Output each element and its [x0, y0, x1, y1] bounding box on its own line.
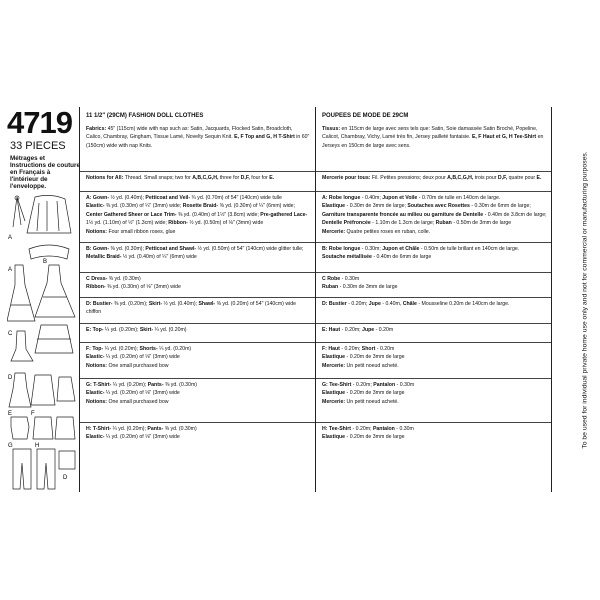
yardage-line [80, 194, 315, 202]
item-text: - 0.20m; [346, 301, 369, 307]
item-label: Petticoat and Shawl- [145, 246, 197, 252]
column-divider [551, 107, 552, 492]
french-column [316, 107, 551, 492]
yardage-section [316, 171, 551, 191]
english-header: 11 1/2" (29CM) FASHION DOLL CLOTHES [86, 113, 204, 119]
item-text: - 0.20m; [340, 327, 363, 333]
item-text: ¼ yd. (0.20m); [103, 327, 140, 333]
yardage-section [80, 171, 315, 191]
item-label: F: Haut [322, 346, 340, 352]
item-label: Dentelle Préfroncée [322, 220, 371, 227]
yardage-line [80, 245, 315, 253]
item-label: Tissus: [322, 126, 342, 132]
yardage-section [316, 242, 551, 272]
item-label: Shawl- [198, 301, 216, 307]
item-text: ½ yd. (0.40m); [109, 195, 146, 201]
french-instructions-note: Métrages et Instructions de couture en Français à l'intérieur de l'enveloppe. [10, 155, 80, 190]
english-column [80, 107, 315, 492]
yardage-line [80, 389, 315, 397]
top-sketches [11, 417, 75, 439]
item-text: - 0.40m; [360, 195, 383, 201]
dress-c-sketch [11, 331, 33, 361]
gown-b-sketch [35, 265, 75, 317]
item-label: H: T-Shirt- [86, 426, 112, 432]
yardage-section [316, 297, 551, 323]
yardage-section [80, 422, 315, 492]
pattern-sheet [7, 107, 573, 492]
item-text: ⅜ yd. (0.20m); [112, 301, 149, 307]
item-label: F: Top- [86, 346, 104, 352]
yardage-table [79, 107, 576, 492]
garment-sketches-svg [7, 193, 79, 490]
yardage-section [80, 342, 315, 378]
item-label: Pants- [147, 426, 164, 432]
item-label: B: Gown- [86, 246, 110, 252]
yardage-line [80, 283, 315, 291]
item-label: E: Top- [86, 327, 104, 333]
item-text: - 0.40m de 6mm de large [371, 254, 432, 261]
item-label: Mercerie pour tous: [322, 175, 372, 181]
item-label: Pantalon [372, 426, 395, 432]
item-text: ⅜ yd. (0.30m) of ¼" (6mm) wide; [218, 203, 295, 210]
yardage-line [80, 253, 315, 261]
item-label: H: Tee-Shirt [322, 426, 352, 432]
item-text: trois pour [473, 175, 498, 181]
item-label: Pre-gathered Lace- [260, 211, 308, 218]
item-label: Rosette Braid- [182, 203, 219, 210]
yardage-line [80, 353, 315, 361]
yardage-line [80, 362, 315, 370]
item-label: Elastique [322, 434, 346, 441]
item-text: One small purchased bow [108, 398, 169, 405]
item-text: Jerseys en 150cm de large avec sens. [322, 142, 411, 149]
item-text: Calicot, Chambray, Vichy, Lamé très fin, Jersey pailleté fantaisie. [322, 134, 472, 141]
item-label: E: Haut [322, 327, 341, 333]
yardage-line [80, 381, 315, 389]
item-text: - Mousseline 0.20m de 140cm de large. [416, 301, 510, 307]
item-label: A: Gown- [86, 195, 110, 201]
yardage-section [80, 378, 315, 422]
yardage-section [80, 242, 315, 272]
item-label: Fabrics: [86, 126, 108, 132]
item-text: ⅜ yd. (0.30m) [107, 276, 141, 282]
pattern-number: 4719 [7, 105, 72, 140]
item-text: ½ yd. (0.50m) of ⅛" (3mm) wide [187, 220, 264, 227]
item-text: (150cm) wide with nap Knits. [86, 142, 153, 149]
yardage-line [316, 425, 551, 433]
item-label: Notions: [86, 362, 109, 369]
item-label: Garniture transparente froncée au milieu ou garniture de Dentelle [322, 211, 484, 218]
yardage-line [80, 228, 315, 236]
item-label: Notions: [86, 398, 109, 405]
yardage-line [80, 219, 315, 227]
yardage-line [316, 398, 551, 406]
item-label: Ruban [322, 284, 339, 291]
item-text: ¼ yd. (0.20m) of ⅛" (3mm) wide [104, 434, 180, 441]
yardage-section [316, 378, 551, 422]
item-label: Notions: [86, 228, 109, 235]
item-label: G: Tee-Shirt [322, 382, 352, 388]
yardage-line [80, 202, 315, 210]
item-label: Mercerie: [322, 228, 347, 235]
item-label: D,F, [240, 175, 250, 181]
item-text: quatre pour [507, 175, 537, 181]
item-label: Mercerie: [322, 398, 347, 405]
yardage-section [80, 191, 315, 242]
item-text: en [536, 134, 544, 141]
item-label: Mercerie: [322, 362, 347, 369]
item-label: Elastic- [86, 390, 105, 397]
item-text: Fil. Petites pressions; deux pour [371, 175, 448, 181]
yardage-line [316, 283, 551, 291]
item-text: ⅜ yd. (0.30m) of ¼" (3mm) wide; [104, 203, 183, 210]
yardage-line [316, 125, 551, 133]
yardage-line [316, 219, 551, 227]
item-text: Quatre petites roses en ruban, colle. [346, 228, 431, 235]
yardage-section [316, 422, 551, 492]
yardage-line [80, 133, 315, 141]
item-text: ⅜ yd. (0.30m); [109, 246, 146, 252]
item-text: ¼ yd. (0.20m) [153, 327, 187, 333]
item-text: ¼ yd. (0.20m); [111, 382, 148, 388]
french-header: POUPEES DE MODE DE 29CM [322, 113, 409, 119]
item-text: - 0.30m; [360, 246, 383, 252]
item-label: C Dress- [86, 276, 108, 282]
yardage-section [80, 272, 315, 297]
item-label: Skirt- [139, 327, 154, 333]
item-text: - 0.20m [375, 346, 395, 352]
yardage-section [316, 342, 551, 378]
yardage-line [80, 125, 315, 133]
view-letter: F [31, 411, 35, 417]
yardage-section [316, 272, 551, 297]
item-text: - 0.20m de 3mm de large [345, 390, 405, 397]
item-text: three for [218, 175, 241, 181]
view-letter: A [8, 235, 13, 241]
gown-a-sketch [7, 265, 35, 321]
item-label: Short [361, 346, 376, 352]
yardage-line [316, 142, 551, 150]
item-text: four for [249, 175, 270, 181]
item-label: Jupon et Châle [382, 246, 420, 252]
item-text: - 0.20m; [351, 426, 373, 432]
yardage-line [80, 174, 315, 182]
item-label: Ribbon- [86, 284, 106, 291]
item-text: ½ yd. (0.50m) of 54" (140cm) wide glitter tulle; [196, 246, 304, 252]
item-text: Thread. Small snaps; two for [124, 175, 193, 181]
item-text: - 0.70m de tulle en 140cm de large. [417, 195, 501, 201]
yardage-section [80, 323, 315, 342]
yardage-line [316, 381, 551, 389]
item-text: - 0.30m [394, 426, 414, 432]
yardage-section [80, 123, 315, 171]
outfit-d-sketch [9, 373, 75, 407]
item-label: Elastic- [86, 354, 105, 361]
item-label: Elastic- [86, 434, 105, 441]
yardage-line [316, 433, 551, 441]
item-label: D,F, [497, 175, 508, 181]
item-text: ¼ yd. (0.20m) of ⅛" (3mm) wide [104, 390, 180, 397]
yardage-line [316, 202, 551, 210]
pants-sketches [13, 449, 75, 489]
piece-count: 33 PIECES [10, 140, 66, 152]
item-text: - 0.20m de 3mm de large [345, 354, 405, 361]
view-letter: B [43, 259, 48, 265]
item-label: Pantalon [373, 382, 396, 388]
item-label: Elastique [322, 390, 346, 397]
yardage-line [316, 389, 551, 397]
yardage-line [316, 174, 551, 182]
item-text: ⅜ yd. (0.30m) [163, 382, 197, 388]
item-text: ⅜ yd. (0.30m) [163, 426, 197, 432]
veil-sketch [13, 196, 25, 227]
item-text: chiffon [86, 309, 102, 316]
item-text: ¼ yd. (0.20m) [157, 346, 192, 352]
item-text: ½ yd. (0.40m); [162, 301, 199, 307]
yardage-section [316, 123, 551, 171]
item-label: C Robe [322, 276, 341, 282]
yardage-section [80, 297, 315, 323]
item-text: - 0.20m [374, 327, 394, 333]
item-label: Petticoat and Veil- [145, 195, 191, 201]
item-text: - 0.20m; [339, 346, 362, 352]
yardage-line [316, 194, 551, 202]
item-text: ½ yd. (0.40m) of ¼" (6mm) wide [121, 254, 197, 261]
item-text: - 0.30m de 6mm de large; [469, 203, 531, 210]
usage-disclaimer [574, 107, 596, 492]
yardage-line [80, 345, 315, 353]
item-label: Elastic- [86, 203, 105, 210]
yardage-line [316, 362, 551, 370]
item-text: - 0.50m de 3mm de large [451, 220, 512, 227]
yardage-line [80, 300, 315, 308]
yardage-line [316, 228, 551, 236]
item-label: Elastique [322, 354, 346, 361]
petticoat-sketch [35, 325, 73, 353]
item-text: 45" (115cm) wide with nap such as: Satin, Jacquards, Flocked Satin, Broadcloth, [107, 126, 293, 132]
item-label: Center Gathered Sheer or Lace Trim- [86, 211, 177, 218]
item-label: A,B,C,G,H, [447, 175, 474, 181]
item-text: ⅜ yd. (0.30m) of ⅛" (3mm) wide [105, 284, 181, 291]
yardage-line [316, 245, 551, 253]
yardage-line [80, 211, 315, 219]
shawl-sketch [29, 245, 69, 259]
view-letter: D [8, 375, 13, 381]
view-letter: C [8, 331, 13, 337]
item-text: - 0.30m [340, 276, 360, 282]
item-text: - 0.40m de 3.8cm de large; [483, 211, 547, 218]
item-text: - 0.20m; [351, 382, 374, 388]
item-text: One small purchased bow [108, 362, 169, 369]
item-label: Jupon et Voile [382, 195, 418, 201]
yardage-line [316, 275, 551, 283]
item-label: D: Bustier- [86, 301, 113, 307]
yardage-line [80, 326, 315, 334]
pattern-info-panel [7, 107, 79, 492]
item-text: in 60" [294, 134, 310, 141]
item-label: Pants- [147, 382, 164, 388]
item-label: E, F Haut et G, H Tee-Shirt [471, 134, 537, 141]
item-text: ⅜ yd. (0.20m) of 54" (140cm) wide [215, 301, 296, 307]
garment-illustrations [7, 193, 79, 490]
item-label: Soutache métallisée [322, 254, 372, 261]
item-label: E, F Top and G, H T-Shirt [234, 134, 295, 141]
item-text: ¼ yd. (0.20m); [103, 346, 140, 352]
item-label: G: T-Shirt- [86, 382, 112, 388]
item-label: D: Bustier [322, 301, 347, 307]
item-label: Soutaches avec Rosettes [407, 203, 470, 210]
view-letter: D [63, 475, 68, 481]
yardage-line [80, 142, 315, 150]
item-label: Ruban [435, 220, 452, 227]
item-text: Un petit noeud acheté. [346, 398, 399, 405]
item-label: Metallic Braid- [86, 254, 122, 261]
item-text: ¼ yd. (0.20m) of ⅛" (3mm) wide [104, 354, 180, 361]
headpiece-sketch [27, 195, 71, 233]
yardage-line [80, 398, 315, 406]
yardage-line [316, 353, 551, 361]
item-text: Four small ribbon roses, glue [108, 228, 176, 235]
yardage-line [316, 345, 551, 353]
item-text: ¾ yd. (0.70m) of 54" (140cm) wide tulle [190, 195, 282, 201]
item-label: E. [536, 175, 542, 181]
view-letter: H [35, 443, 40, 449]
item-text: Un petit noeud acheté. [346, 362, 399, 369]
item-label: A: Robe longue [322, 195, 361, 201]
item-text: - 0.50m de tulle brillant en 140cm de large. [419, 246, 520, 252]
item-text: en 115cm de large avec sens tels que: Satin, Soie damassée Satin Broché, Popeline, [341, 126, 538, 132]
yardage-section [316, 191, 551, 242]
yardage-line [316, 211, 551, 219]
item-label: Ribbon- [168, 220, 188, 227]
item-label: E. [269, 175, 275, 181]
yardage-line [316, 253, 551, 261]
item-label: B: Robe longue [322, 246, 361, 252]
item-text: ⅜ yd. (0.40m) of 1½" (3.8cm) wide; [176, 211, 261, 218]
yardage-line [80, 433, 315, 441]
yardage-section [316, 323, 551, 342]
yardage-line [80, 275, 315, 283]
item-label: Châle [402, 301, 417, 307]
yardage-line [316, 300, 551, 308]
item-text: - 0.30m [395, 382, 415, 388]
item-label: Jupe [362, 327, 375, 333]
item-label: Shorts- [139, 346, 158, 352]
item-text: Calico, Chambray, Gingham, Tissue Lamé, Novelty Sequin Knit. [86, 134, 235, 141]
usage-disclaimer-text: To be used for individual private home use only and not for commercial or manufacturing purposes. [581, 150, 589, 449]
item-text: - 1.10m de 1.3cm de large; [370, 220, 436, 227]
yardage-line [80, 425, 315, 433]
item-label: Skirt- [148, 301, 163, 307]
item-text: - 0.30m de 3mm de large; [345, 203, 408, 210]
view-letter: G [8, 443, 13, 449]
item-label: A,B,C,G,H, [192, 175, 219, 181]
item-text: ¼ yd. (0.20m); [111, 426, 148, 432]
item-label: Jupe [368, 301, 381, 307]
item-text: 1½ yd. (1.10m) of ½" (1.3cm) wide; [86, 220, 169, 227]
yardage-line [316, 326, 551, 334]
item-text: - 0.30m de 3mm de large [338, 284, 398, 291]
yardage-line [316, 133, 551, 141]
yardage-line [80, 308, 315, 316]
item-label: Notions for All: [86, 175, 125, 181]
item-text: - 0.40m, [380, 301, 403, 307]
item-label: Elastique [322, 203, 346, 210]
item-text: - 0.20m de 3mm de large [345, 434, 405, 441]
view-letter: A [8, 267, 13, 273]
view-letter: E [8, 411, 13, 417]
